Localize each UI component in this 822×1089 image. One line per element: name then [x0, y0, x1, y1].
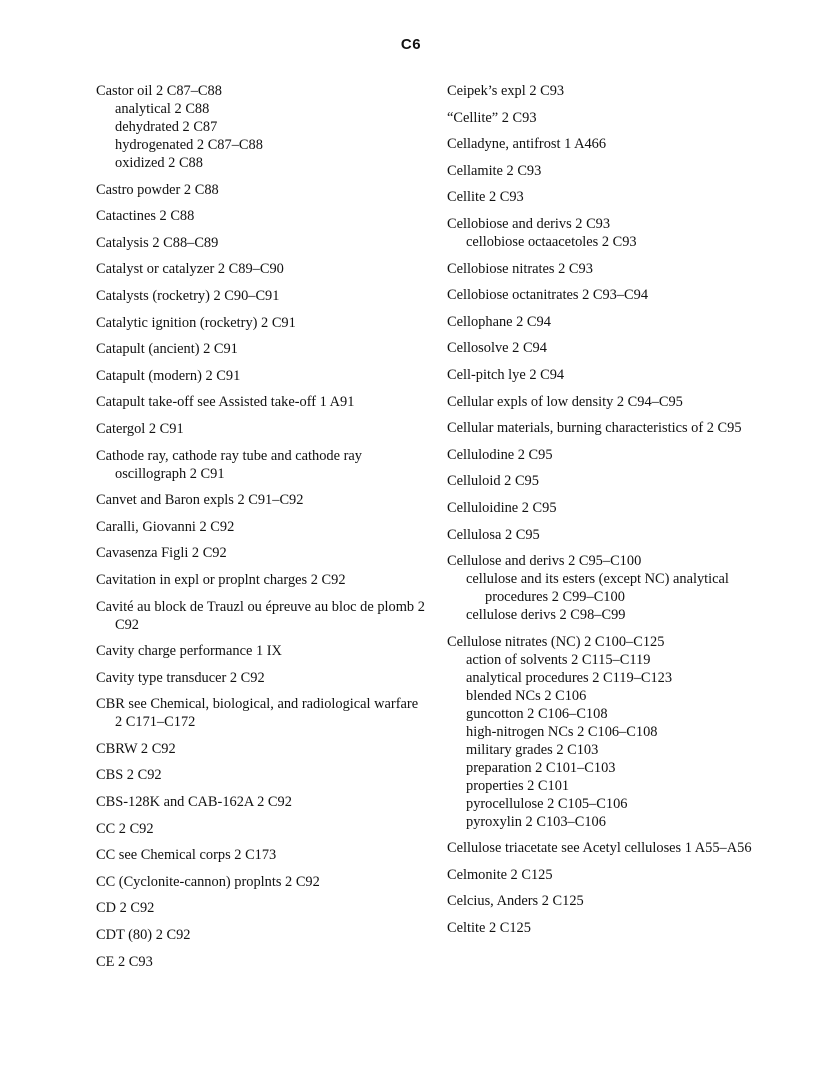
index-subentry: hydrogenated 2 C87–C88	[115, 137, 263, 153]
index-entry	[96, 926, 426, 944]
index-entry-heading: Celluloidine 2 C95	[447, 499, 557, 516]
index-entry	[96, 695, 426, 731]
index-entry-heading: Cellamite 2 C93	[447, 162, 542, 179]
index-entry-heading: CE 2 C93	[96, 953, 153, 970]
index-entry-heading: Cellobiose octanitrates 2 C93–C94	[447, 287, 649, 304]
index-subentry: pyrocellulose 2 C105–C106	[466, 795, 628, 812]
index-entry-heading: Cellulose triacetate see Acetyl celluloses 1 A55–A56	[447, 840, 752, 857]
index-entry	[96, 207, 426, 225]
index-entry	[447, 526, 777, 544]
index-column-right	[447, 82, 777, 946]
index-entry-heading: Cavity charge performance 1 IX	[96, 643, 282, 660]
index-entry	[447, 162, 777, 180]
index-column-left	[96, 82, 426, 979]
index-entry	[447, 260, 777, 278]
index-entry-heading: Cavité au block de Trauzl ou épreuve au bloc de plomb 2 C92	[96, 598, 425, 633]
index-subentry: high-nitrogen NCs 2 C106–C108	[466, 723, 658, 740]
index-entry	[96, 873, 426, 891]
index-entry-heading: “Cellite” 2 C93	[447, 109, 537, 126]
index-entry	[96, 447, 426, 483]
index-entry	[96, 340, 426, 358]
index-entry	[447, 419, 777, 437]
index-entry-heading: Celmonite 2 C125	[447, 866, 553, 883]
index-entry-heading: Cavity type transducer 2 C92	[96, 669, 265, 686]
index-entry	[447, 472, 777, 490]
index-entry-heading: Canvet and Baron expls 2 C91–C92	[96, 492, 304, 509]
index-entry-heading: CC 2 C92	[96, 820, 154, 837]
index-entry	[447, 366, 777, 384]
index-entry-heading: Castro powder 2 C88	[96, 181, 219, 198]
index-entry	[96, 393, 426, 411]
index-entry	[96, 846, 426, 864]
index-entry	[96, 518, 426, 536]
index-subentry: military grades 2 C103	[466, 741, 599, 758]
index-entry	[447, 313, 777, 331]
index-entry	[96, 953, 426, 971]
index-entry-heading: Celcius, Anders 2 C125	[447, 893, 584, 910]
index-entry	[96, 82, 426, 172]
index-entry	[96, 766, 426, 784]
index-entry	[447, 135, 777, 153]
index-entry-heading: Celtite 2 C125	[447, 920, 531, 937]
index-entry	[96, 491, 426, 509]
index-entry	[447, 866, 777, 884]
index-entry	[96, 544, 426, 562]
index-entry-heading: Cellulosa 2 C95	[447, 526, 540, 543]
index-entry-heading: Cathode ray, cathode ray tube and cathode ray oscillograph 2 C91	[96, 447, 362, 482]
index-entry-heading: CBR see Chemical, biological, and radiological warfare 2 C171–C172	[96, 696, 419, 731]
index-entry-heading: Ceipek’s expl 2 C93	[447, 83, 565, 99]
index-entry	[96, 598, 426, 634]
index-subentry: preparation 2 C101–C103	[466, 759, 616, 776]
index-entry-heading: Castor oil 2 C87–C88	[96, 83, 222, 99]
index-entry-heading: Cellophane 2 C94	[447, 313, 551, 330]
index-entry	[96, 820, 426, 838]
index-entry	[447, 446, 777, 464]
index-entry-heading: CBS-128K and CAB-162A 2 C92	[96, 794, 292, 811]
index-subentry: analytical procedures 2 C119–C123	[466, 669, 673, 686]
index-entry	[96, 314, 426, 332]
index-subentry: guncotton 2 C106–C108	[466, 705, 608, 722]
index-entry-heading: Cellulose and derivs 2 C95–C100	[447, 553, 642, 570]
index-entry	[96, 571, 426, 589]
index-entry	[447, 892, 777, 910]
index-subentry: properties 2 C101	[466, 777, 570, 794]
index-subentry: action of solvents 2 C115–C119	[466, 651, 651, 668]
index-entry-heading: CC (Cyclonite-cannon) proplnts 2 C92	[96, 873, 320, 890]
index-entry-heading: Cellobiose and derivs 2 C93	[447, 215, 611, 232]
index-entry-heading: CBS 2 C92	[96, 767, 162, 784]
index-entry	[96, 793, 426, 811]
index-entry-heading: Catapult (modern) 2 C91	[96, 367, 241, 384]
index-entry-heading: CBRW 2 C92	[96, 740, 176, 757]
index-entry-heading: Catalytic ignition (rocketry) 2 C91	[96, 314, 296, 331]
index-entry-heading: CDT (80) 2 C92	[96, 927, 191, 944]
index-subentry: oxidized 2 C88	[115, 155, 203, 171]
index-entry	[447, 109, 777, 127]
index-entry-heading: Catalysts (rocketry) 2 C90–C91	[96, 287, 280, 304]
index-entry	[447, 919, 777, 937]
index-entry-heading: Catergol 2 C91	[96, 420, 184, 437]
index-entry-heading: CD 2 C92	[96, 900, 155, 917]
index-subentry: analytical 2 C88	[115, 101, 210, 117]
index-entry-heading: Celluloid 2 C95	[447, 473, 539, 490]
index-entry	[447, 339, 777, 357]
index-entry	[96, 181, 426, 199]
index-entry	[447, 82, 777, 100]
index-entry	[96, 367, 426, 385]
index-entry-heading: Cellular expls of low density 2 C94–C95	[447, 393, 683, 410]
index-entry-heading: Cellulodine 2 C95	[447, 446, 553, 463]
index-entry	[447, 552, 777, 624]
index-entry	[447, 188, 777, 206]
index-entry	[447, 286, 777, 304]
index-entry-heading: Cell-pitch lye 2 C94	[447, 366, 565, 383]
index-entry-heading: Catalyst or catalyzer 2 C89–C90	[96, 261, 284, 278]
index-entry	[96, 669, 426, 687]
index-entry	[447, 393, 777, 411]
index-entry	[96, 899, 426, 917]
index-entry-heading: Cavasenza Figli 2 C92	[96, 545, 227, 562]
index-entry-heading: Cellulose nitrates (NC) 2 C100–C125	[447, 633, 665, 650]
index-entry-heading: Cellite 2 C93	[447, 189, 524, 206]
index-entry	[447, 499, 777, 517]
index-subentry: cellobiose octaacetoles 2 C93	[466, 233, 637, 250]
index-entry	[96, 740, 426, 758]
page-number-header: C6	[400, 36, 422, 53]
index-subentry: blended NCs 2 C106	[466, 687, 587, 704]
index-entry-heading: Catapult take-off see Assisted take-off 1 A91	[96, 394, 355, 411]
index-entry-heading: CC see Chemical corps 2 C173	[96, 847, 277, 864]
index-entry	[96, 234, 426, 252]
index-entry	[96, 287, 426, 305]
index-entry	[96, 642, 426, 660]
index-entry-heading: Catactines 2 C88	[96, 208, 195, 225]
index-entry	[96, 420, 426, 438]
index-entry	[447, 215, 777, 251]
index-entry	[96, 260, 426, 278]
index-subentry: cellulose derivs 2 C98–C99	[466, 607, 626, 624]
index-entry-heading: Caralli, Giovanni 2 C92	[96, 518, 235, 535]
index-entry	[447, 633, 777, 831]
index-entry-heading: Celladyne, antifrost 1 A466	[447, 136, 607, 153]
index-entry-heading: Catapult (ancient) 2 C91	[96, 341, 238, 358]
index-entry-heading: Cellular materials, burning characteristics of 2 C95	[447, 420, 742, 437]
index-entry-heading: Catalysis 2 C88–C89	[96, 234, 219, 251]
index-subentry: dehydrated 2 C87	[115, 119, 218, 135]
index-subentry: cellulose and its esters (except NC) analytical procedures 2 C99–C100	[466, 571, 729, 606]
index-entry-heading: Cellosolve 2 C94	[447, 340, 547, 357]
index-entry-heading: Cellobiose nitrates 2 C93	[447, 260, 593, 277]
index-subentry: pyroxylin 2 C103–C106	[466, 813, 606, 830]
index-entry-heading: Cavitation in expl or proplnt charges 2 C92	[96, 571, 346, 588]
index-entry	[447, 839, 777, 857]
